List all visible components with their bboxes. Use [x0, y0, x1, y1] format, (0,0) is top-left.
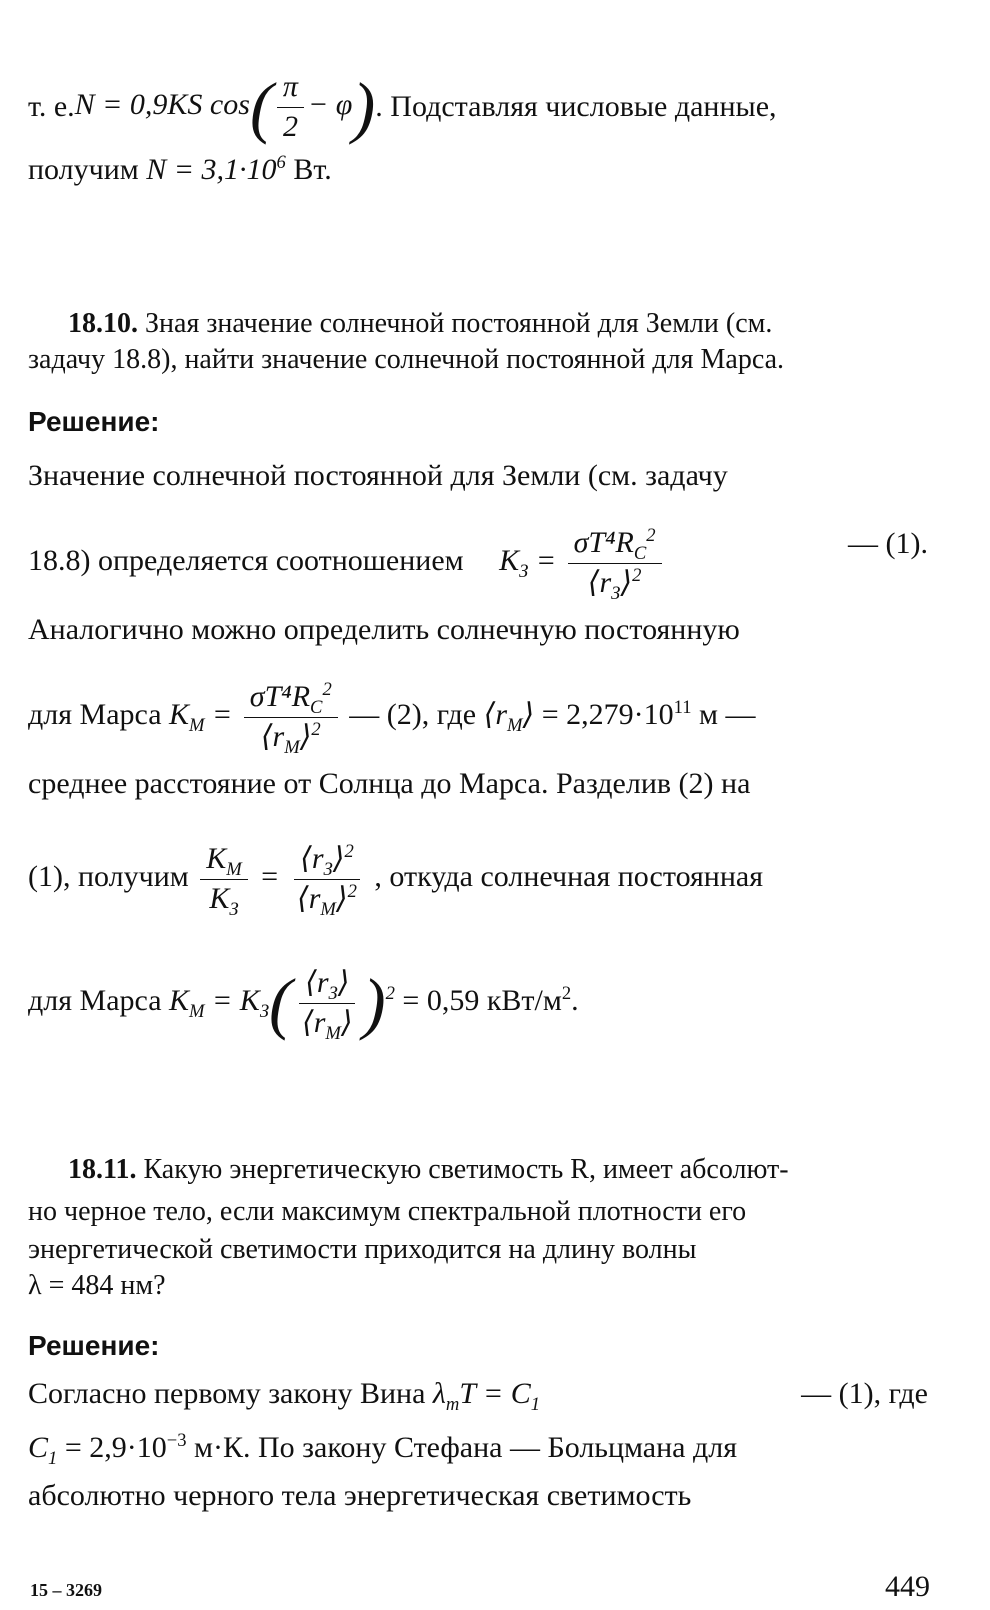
problem-18-11-line-1: 18.11. Какую энергетическую светимость R, имеет абсолют- [68, 1154, 789, 1185]
solution-line-4: для Марса $K_М$ = $\frac{\sigma T^4R_С^2}{⟨r_М⟩^2}$ — (2), где $⟨r_М⟩ = 2,279\cdot 10^{11}$ м — [28, 679, 756, 758]
problem-18-11-line-4: λ = 484 нм? [28, 1270, 166, 1301]
result-line-power: получим $N = 3,1\cdot 10^6$ Вт. [28, 152, 332, 186]
problem-number: 18.10. [68, 308, 138, 339]
formula-mars-distance: $⟨r_М⟩$ [483, 697, 535, 736]
problem-18-11-line-3: энергетической светимости приходится на длину волны [28, 1234, 697, 1265]
text-substituting: . Подставляя числовые данные, [375, 90, 777, 123]
formula-power: N = 0,9KS cos( $\frac{\pi}{2}$ − φ) [74, 69, 376, 145]
problem-18-10-line-2: задачу 18.8), найти значение солнечной постоянной для Марса. [28, 344, 785, 375]
solution-line-7: для Марса $K_М = K_З$( $\frac{⟨r_З⟩}{⟨r_М⟩}$ )$^2$ = 0,59 кВт/$м^2$. [28, 965, 579, 1044]
solution-line-2: 18.8) определяется соотношением $K_З$ = $\frac{\sigma T^4R_С^2}{⟨r_З⟩^2}$ — (1). [28, 525, 928, 604]
formula-ratio: $\frac{K_М}{K_З}$ = $\frac{⟨r_З⟩^2}{⟨r_М⟩^2}$ [196, 860, 374, 893]
solution-line-1: Значение солнечной постоянной для Земли (см. задачу [28, 459, 728, 492]
formula-line-power [28, 70, 928, 144]
solution-line-6: (1), получим $\frac{K_М}{K_З}$ = $\frac{⟨r_З⟩^2}{⟨r_М⟩^2}$ , откуда солнечная постоянная [28, 841, 764, 920]
solution-18-11-line-2: $C_1 = 2,9\cdot 10^{-3}$ м·К. По закону Стефана — Больцмана для [28, 1430, 738, 1469]
solution-heading-18-10: Решение: [28, 406, 160, 437]
formula-wien: $\lambda_mT = C_1$ [432, 1377, 541, 1415]
problem-18-11-line-2: но черное тело, если максимум спектральной плотности его [28, 1196, 747, 1227]
text-prefix-te: т. е. [28, 90, 75, 123]
problem-18-10-line-1: 18.10. Зная значение солнечной постоянной для Земли (см. [68, 308, 773, 339]
formula-power-result: $N = 3,1\cdot 10^6$ [146, 152, 286, 186]
solution-line-5: среднее расстояние от Солнца до Марса. Разделив (2) на [28, 767, 751, 800]
formula-earth-constant: $K_З$ = $\frac{\sigma T^4R_С^2}{⟨r_З⟩^2}$ [499, 544, 665, 577]
signature-mark: 15 – 3269 [30, 1580, 102, 1600]
solution-heading-18-11: Решение: [28, 1330, 160, 1361]
page-number: 449 [885, 1570, 930, 1603]
problem-number: 18.11. [68, 1154, 137, 1185]
formula-wien-constant: $C_1$ [28, 1431, 58, 1469]
formula-mars-result: $K_М = K_З$( $\frac{⟨r_З⟩}{⟨r_М⟩}$ )$^2$ [169, 965, 395, 1044]
formula-mars-constant: $K_М$ = $\frac{\sigma T^4R_С^2}{⟨r_М⟩^2}$ [169, 698, 349, 731]
solution-18-11-line-3: абсолютно черного тела энергетическая светимость [28, 1479, 692, 1512]
solution-line-3: Аналогично можно определить солнечную постоянную [28, 613, 740, 646]
solution-18-11-line-1: Согласно первому закону Вина $\lambda_mT = C_1$ — (1), где [28, 1377, 928, 1415]
